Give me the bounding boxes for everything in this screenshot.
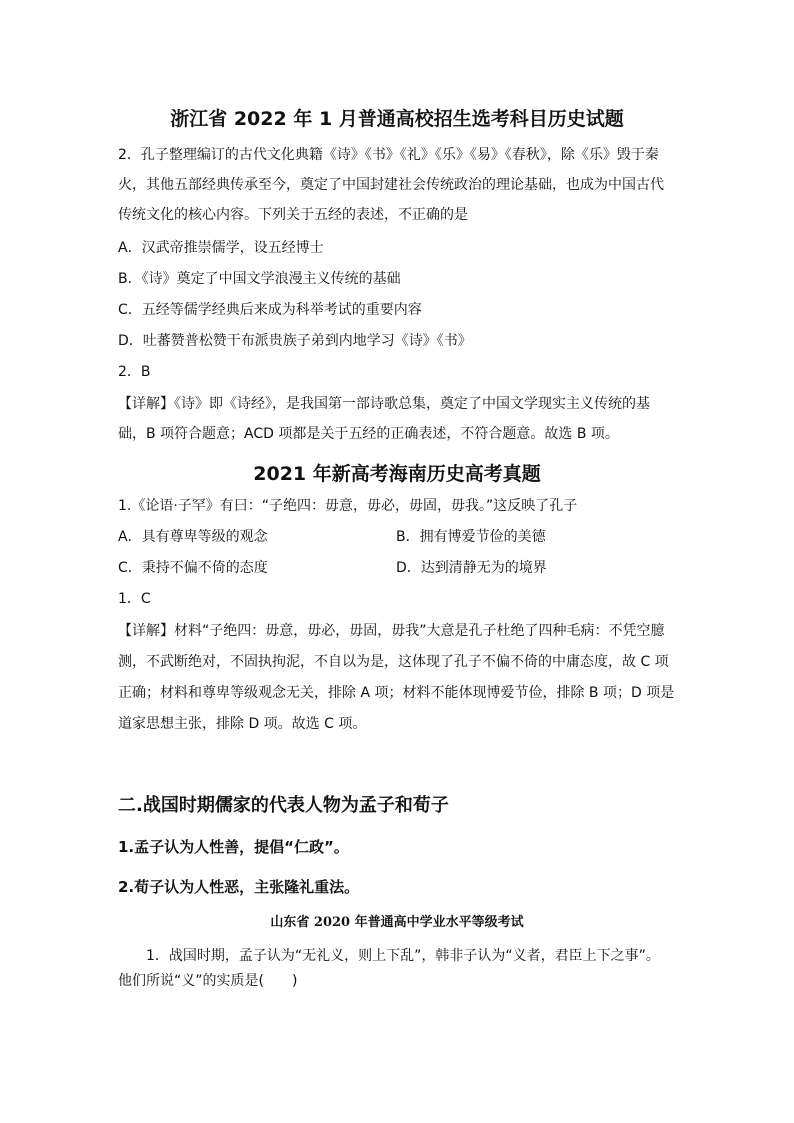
question-line: 1.《论语·子罕》有曰：“子绝四：毋意，毋必，毋固，毋我。”这反映了孔子 bbox=[118, 498, 578, 514]
explanation-line: 【详解】材料“子绝四：毋意，毋必，毋固，毋我”大意是孔子杜绝了四种毛病：不凭空臆 bbox=[118, 623, 665, 639]
explanation-line: 【详解】《诗》即《诗经》，是我国第一部诗歌总集，奠定了中国文学现实主义传统的基 bbox=[118, 396, 650, 412]
question-line: 2．孔子整理编订的古代文化典籍《诗》《书》《礼》《乐》《易》《春秋》，除《乐》毁于秦 bbox=[118, 147, 659, 163]
point-mencius: 1.孟子认为人性善，提倡“仁政”。 bbox=[118, 838, 349, 856]
option-c: C．五经等儒学经典后来成为科举考试的重要内容 bbox=[118, 302, 422, 318]
exam-title-zhejiang: 浙江省 2022 年 1 月普通高校招生选考科目历史试题 bbox=[170, 108, 624, 130]
explanation-line: 道家思想主张，排除 D 项。故选 C 项。 bbox=[118, 716, 367, 732]
option-a: A．具有尊卑等级的观念 bbox=[118, 529, 268, 545]
option-c: C．秉持不偏不倚的态度 bbox=[118, 560, 268, 576]
question-line: 他们所说“义”的实质是( ) bbox=[118, 973, 298, 989]
explanation-line: 测，不武断绝对，不固执拘泥，不自以为是，这体现了孔子不偏不倚的中庸态度，故 C 项 bbox=[118, 654, 669, 670]
explanation-line: 正确；材料和尊卑等级观念无关，排除 A 项；材料不能体现博爱节俭，排除 B 项；D 项是 bbox=[118, 685, 675, 701]
option-b: B．《诗》奠定了中国文学浪漫主义传统的基础 bbox=[118, 271, 401, 287]
question-line: 火，其他五部经典传承至今，奠定了中国封建社会传统政治的理论基础，也成为中国古代 bbox=[118, 177, 664, 193]
option-b: B．拥有博爱节俭的美德 bbox=[396, 529, 546, 545]
exam-title-hainan: 2021 年新高考海南历史高考真题 bbox=[253, 463, 541, 485]
exam-title-shandong: 山东省 2020 年普通高中学业水平等级考试 bbox=[270, 915, 524, 930]
option-a: A．汉武帝推崇儒学，设五经博士 bbox=[118, 240, 324, 256]
answer: 2．B bbox=[118, 364, 151, 380]
explanation-line: 础，B 项符合题意；ACD 项都是关于五经的正确表述，不符合题意。故选 B 项。 bbox=[118, 426, 619, 442]
option-d: D．达到清静无为的境界 bbox=[396, 560, 547, 576]
point-xunzi: 2.荀子认为人性恶，主张隆礼重法。 bbox=[118, 878, 360, 896]
question-line: 传统文化的核心内容。下列关于五经的表述，不正确的是 bbox=[118, 207, 468, 223]
question-line: 1．战国时期，孟子认为“无礼义，则上下乱”，韩非子认为“义者，君臣上下之事”。 bbox=[146, 948, 660, 964]
answer: 1．C bbox=[118, 591, 151, 607]
section-heading: 二.战国时期儒家的代表人物为孟子和荀子 bbox=[118, 795, 449, 816]
option-d: D．吐蕃赞普松赞干布派贵族子弟到内地学习《诗》《书》 bbox=[118, 333, 472, 349]
